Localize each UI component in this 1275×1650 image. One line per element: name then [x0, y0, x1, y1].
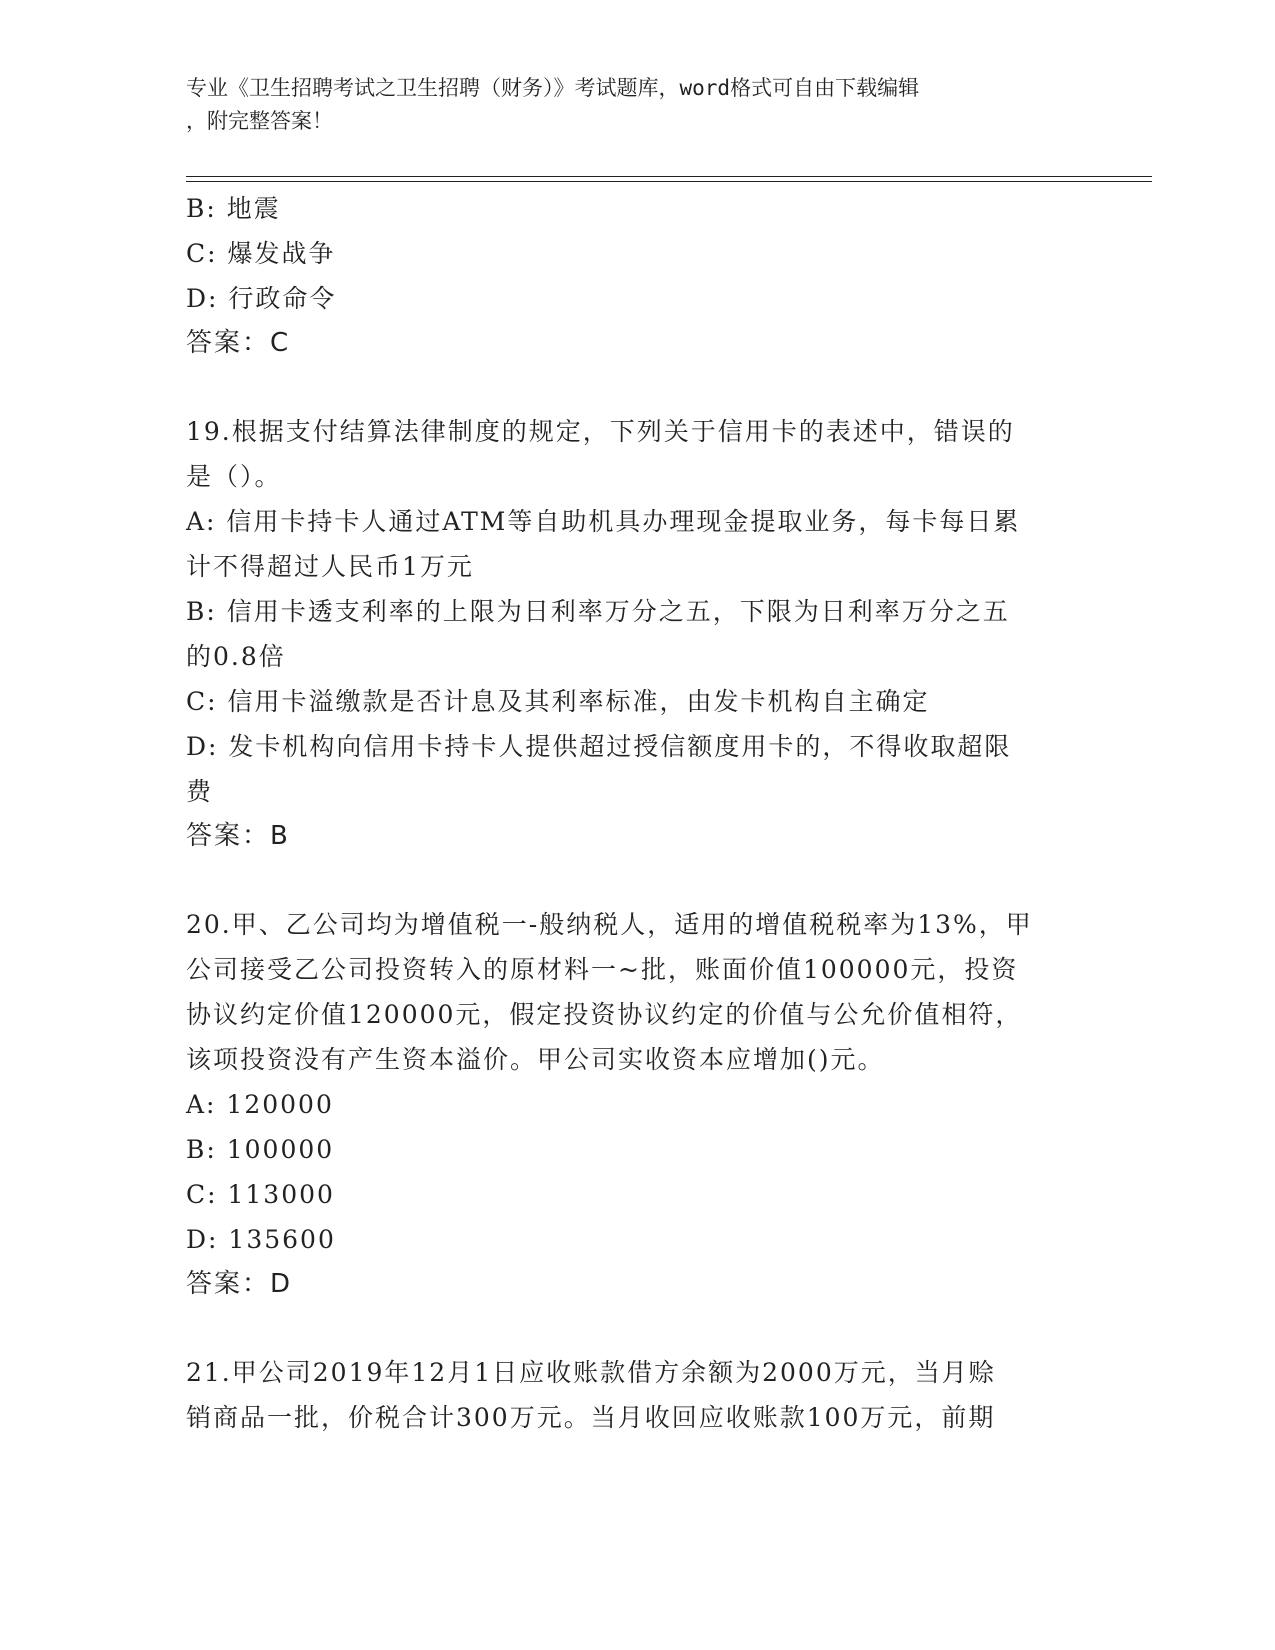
question-21 — [186, 1350, 1096, 1440]
spacer — [186, 859, 1096, 902]
spacer — [186, 366, 1096, 409]
option-a: A: 信用卡持卡人通过ATM等自助机具办理现金提取业务，每卡每日累 — [186, 507, 1021, 536]
question-stem-line: 该项投资没有产生资本溢价。甲公司实收资本应增加()元。 — [186, 1045, 885, 1074]
question-stem-line: 是（）。 — [186, 462, 282, 491]
question-stem-line: 销商品一批，价税合计300万元。当月收回应收账款100万元，前期 — [186, 1403, 996, 1432]
document-body — [186, 186, 1096, 1440]
option-b-cont: 的0.8倍 — [186, 642, 286, 671]
option-a-cont: 计不得超过人民币1万元 — [186, 552, 474, 581]
option-d: D: 135600 — [186, 1225, 336, 1254]
question-stem-line: 协议约定价值120000元，假定投资协议约定的价值与公允价值相符， — [186, 1000, 1023, 1029]
option-d: D: 发卡机构向信用卡持卡人提供超过授信额度用卡的，不得收取超限 — [186, 732, 1012, 761]
answer-line: 答案：B — [186, 821, 290, 851]
document-header — [186, 72, 1086, 138]
question-19 — [186, 409, 1096, 859]
question-18-tail — [186, 186, 1096, 366]
option-b: B: 地震 — [186, 194, 281, 223]
option-a: A: 120000 — [186, 1090, 334, 1119]
option-d-cont: 费 — [186, 777, 214, 806]
header-rule-bottom — [186, 181, 1152, 182]
question-20 — [186, 902, 1096, 1307]
answer-line: 答案：D — [186, 1269, 293, 1299]
header-line-1: 专业《卫生招聘考试之卫生招聘（财务）》考试题库，word格式可自由下载编辑 — [186, 76, 920, 100]
spacer — [186, 1307, 1096, 1350]
question-stem-line: 公司接受乙公司投资转入的原材料一~批，账面价值100000元，投资 — [186, 955, 1019, 984]
option-b: B: 100000 — [186, 1135, 335, 1164]
question-stem-line: 20.甲、乙公司均为增值税一-般纳税人，适用的增值税税率为13%，甲 — [186, 910, 1033, 939]
header-rule-top — [186, 176, 1152, 177]
question-stem-line: 19.根据支付结算法律制度的规定，下列关于信用卡的表述中，错误的 — [186, 417, 1015, 446]
header-line-2: ，附完整答案！ — [186, 109, 333, 133]
question-stem-line: 21.甲公司2019年12月1日应收账款借方余额为2000万元，当月赊 — [186, 1358, 996, 1387]
option-c: C: 信用卡溢缴款是否计息及其利率标准，由发卡机构自主确定 — [186, 687, 930, 716]
option-c: C: 爆发战争 — [186, 239, 336, 268]
answer-line: 答案：C — [186, 328, 291, 358]
option-b: B: 信用卡透支利率的上限为日利率万分之五，下限为日利率万分之五 — [186, 597, 1010, 626]
option-d: D: 行政命令 — [186, 284, 337, 313]
option-c: C: 113000 — [186, 1180, 335, 1209]
